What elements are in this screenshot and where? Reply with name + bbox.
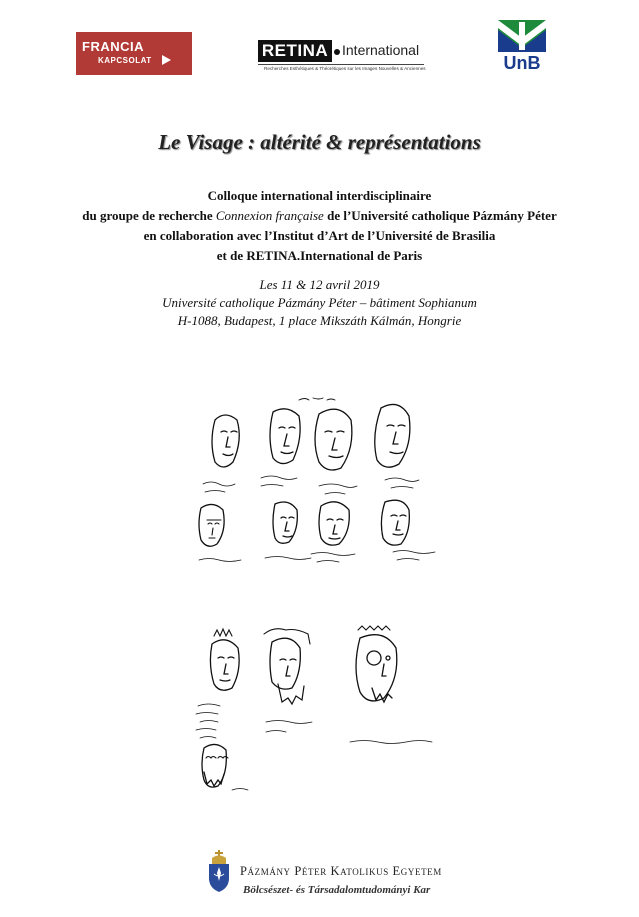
francia-logo-sub: KAPCSOLAT xyxy=(98,56,152,65)
sketch-face-2 xyxy=(270,409,300,464)
university-name: Pázmány Péter Katolikus Egyetem xyxy=(240,864,442,878)
sketch-face-6 xyxy=(273,502,297,543)
university-crest-icon xyxy=(204,848,234,894)
intro-line-1: Colloque international interdisciplinaire xyxy=(207,188,432,203)
sketch-face-3 xyxy=(299,398,352,470)
retina-logo-rule xyxy=(258,64,424,65)
faculty-name: Bölcsészet- és Társadalomtudományi Kar xyxy=(243,884,431,896)
sketch-face-10 xyxy=(264,629,310,704)
unb-logo xyxy=(497,20,547,76)
sketch-face-1 xyxy=(212,415,239,467)
research-group-name: Connexion française xyxy=(215,208,324,223)
sketch-face-11 xyxy=(356,626,397,702)
intro-line-2 xyxy=(0,206,639,226)
intro-line-4: et de RETINA.International de Paris xyxy=(216,248,423,263)
retina-international-logo xyxy=(258,40,424,74)
event-venue: Université catholique Pázmány Péter – bâtiment Sophianum xyxy=(162,295,477,310)
event-details xyxy=(0,276,639,330)
unb-emblem-icon xyxy=(497,20,547,54)
arrow-icon xyxy=(162,55,171,65)
unb-logo-label: UnB xyxy=(503,53,541,73)
intro-block xyxy=(0,186,639,266)
retina-logo-main: RETINA xyxy=(258,40,332,62)
sketch-face-4 xyxy=(375,404,410,467)
face-sketches-bottom xyxy=(190,622,470,797)
page-title: Le Visage : altérité & représentations xyxy=(158,130,481,154)
sketch-face-5 xyxy=(199,504,224,546)
dot-icon xyxy=(334,49,340,55)
intro-line-2-post: de l’Université catholique Pázmány Péter xyxy=(323,208,557,223)
intro-line-3: en collaboration avec l’Institut d’Art de l’Université de Brasilia xyxy=(143,228,496,243)
sketch-face-8 xyxy=(381,500,409,545)
intro-line-2-pre: du groupe de recherche xyxy=(82,208,216,223)
sketch-face-9 xyxy=(210,629,239,690)
sketch-face-7 xyxy=(319,502,349,545)
francia-kapcsolat-logo xyxy=(76,32,192,75)
face-sketches-top xyxy=(195,392,455,567)
sketch-face-12 xyxy=(202,744,228,787)
event-dates: Les 11 & 12 avril 2019 xyxy=(259,277,380,292)
retina-logo-suffix: International xyxy=(342,42,420,58)
event-address: H-1088, Budapest, 1 place Mikszáth Kálmán, Hongrie xyxy=(177,313,462,328)
retina-logo-tagline: Recherches Esthétiques & Théorétiques sur les Images Nouvelles & Anciennes xyxy=(264,66,426,71)
francia-logo-main: FRANCIA xyxy=(82,39,144,54)
